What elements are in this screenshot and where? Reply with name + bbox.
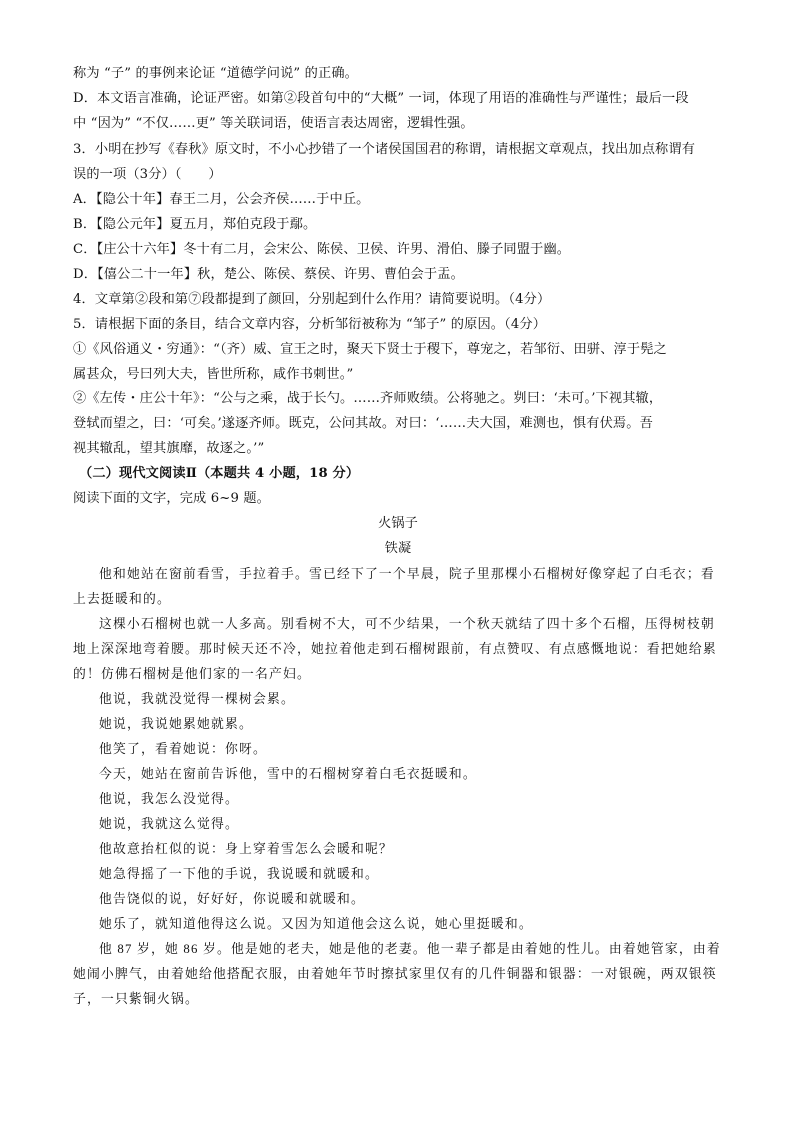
option-c-continuation: 称为 “子” 的事例来论证 “道德学问说” 的正确。 <box>73 66 359 81</box>
story-paragraph-4: 她说，我说她累她就累。 <box>99 717 253 731</box>
story-paragraph-1-line-2: 上去挺暖和的。 <box>73 592 171 606</box>
option-d-line-2: 中 “因为” “不仅……更” 等关联词语，使语言表达周密，逻辑性强。 <box>73 116 474 131</box>
story-paragraph-13-line-3: 子，一只紫铜火锅。 <box>73 992 199 1006</box>
story-title: 火锅子 <box>377 516 418 531</box>
story-paragraph-9: 他故意抬杠似的说：身上穿着雪怎么会暖和呢？ <box>99 842 393 856</box>
question-5-line-1: 5．请根据下面的条目，结合文章内容，分析邹衍被称为 “邹子” 的原因。（4分） <box>73 317 547 332</box>
story-paragraph-2-line-1: 这棵小石榴树也就一人多高。别看树不大，可不少结果，一个秋天就结了四十多个石榴，压得树枝朝 <box>99 617 715 631</box>
option-d-line-1: D．本文语言准确，论证严密。如第②段首句中的“大概” 一词，体现了用语的准确性与严谨性；最后一段 <box>73 91 689 106</box>
question-5-material-1-line-2: 属甚众，号曰列大夫，皆世所称，咸作书刺世。” <box>73 367 354 382</box>
section-instruction: 阅读下面的文字，完成 6~9 题。 <box>73 491 271 506</box>
story-paragraph-1-line-1: 他和她站在窗前看雪，手拉着手。雪已经下了一个早晨，院子里那棵小石榴树好像穿起了白毛衣；看 <box>99 567 715 581</box>
question-5-material-1-line-1: ①《风俗通义・穷通》：“（齐）威、宣王之时，聚天下贤士于稷下，尊宠之，若邹衍、田骈、淳于髡之 <box>73 342 667 357</box>
story-paragraph-3: 他说，我就没觉得一棵树会累。 <box>99 692 295 706</box>
question-5-material-2-line-2: 登轼而望之，曰：‘可矣。’遂逐齐师。既克，公问其故。对曰：‘……夫大国，难测也，惧有伏焉。吾 <box>73 416 653 431</box>
question-3-option-c: C．【庄公十六年】冬十有二月，会宋公、陈侯、卫侯、许男、滑伯、滕子同盟于幽。 <box>73 242 571 257</box>
story-paragraph-13-line-1: 他 87 岁，她 86 岁。他是她的老夫，她是他的老妻。他一辈子都是由着她的性儿。由着她管家，由着 <box>99 942 721 956</box>
section-heading: （二）现代文阅读Ⅱ（本题共 4 小题，18 分） <box>79 466 360 481</box>
story-paragraph-12: 她乐了，就知道他得这么说。又因为知道他会这么说，她心里挺暖和。 <box>99 917 533 931</box>
story-paragraph-6: 今天，她站在窗前告诉他，雪中的石榴树穿着白毛衣挺暖和。 <box>99 767 477 781</box>
story-paragraph-8: 她说，我就这么觉得。 <box>99 817 239 831</box>
story-paragraph-5: 他笑了，看着她说：你呀。 <box>99 742 267 756</box>
question-3-option-d: D．【僖公二十一年】秋，楚公、陈侯、蔡侯、许男、曹伯会于盂。 <box>73 267 464 282</box>
story-paragraph-2-line-3: 的！仿佛石榴树是他们家的一名产妇。 <box>73 667 311 681</box>
question-3-line-2: 误的一项（3分）（ ） <box>73 167 222 182</box>
question-3-option-b: B．【隐公元年】夏五月，郑伯克段于鄢。 <box>73 217 317 232</box>
story-author: 铁凝 <box>384 541 412 556</box>
question-5-material-2-line-1: ②《左传・庄公十年》：“公与之乘，战于长勺。……齐师败绩。公将驰之。刿曰：‘未可。’下视其辙， <box>73 391 663 406</box>
story-paragraph-7: 他说，我怎么没觉得。 <box>99 792 239 806</box>
story-paragraph-2-line-2: 地上深深地弯着腰。那时候天还不冷，她拉着他走到石榴树跟前，有点赞叹、有点感慨地说：看把她给累 <box>73 642 717 656</box>
story-paragraph-11: 他告饶似的说，好好好，你说暖和就暖和。 <box>99 892 365 906</box>
question-5-material-2-line-3: 视其辙乱，望其旗靡，故逐之。’” <box>73 441 265 456</box>
question-3-line-1: 3．小明在抄写《春秋》原文时，不小心抄错了一个诸侯国国君的称谓，请根据文章观点，找出加点称谓有 <box>73 142 696 157</box>
question-4: 4．文章第②段和第⑦段都提到了颜回，分别起到什么作用？请简要说明。（4分） <box>73 292 551 307</box>
story-paragraph-10: 她急得摇了一下他的手说，我说暖和就暖和。 <box>99 867 379 881</box>
story-paragraph-13-line-2: 她闹小脾气，由着她给他搭配衣服，由着她年节时擦拭家里仅有的几件铜器和银器：一对银碗，两双银筷 <box>73 967 717 981</box>
question-3-option-a: A．【隐公十年】春王二月，公会齐侯……于中丘。 <box>73 192 370 207</box>
